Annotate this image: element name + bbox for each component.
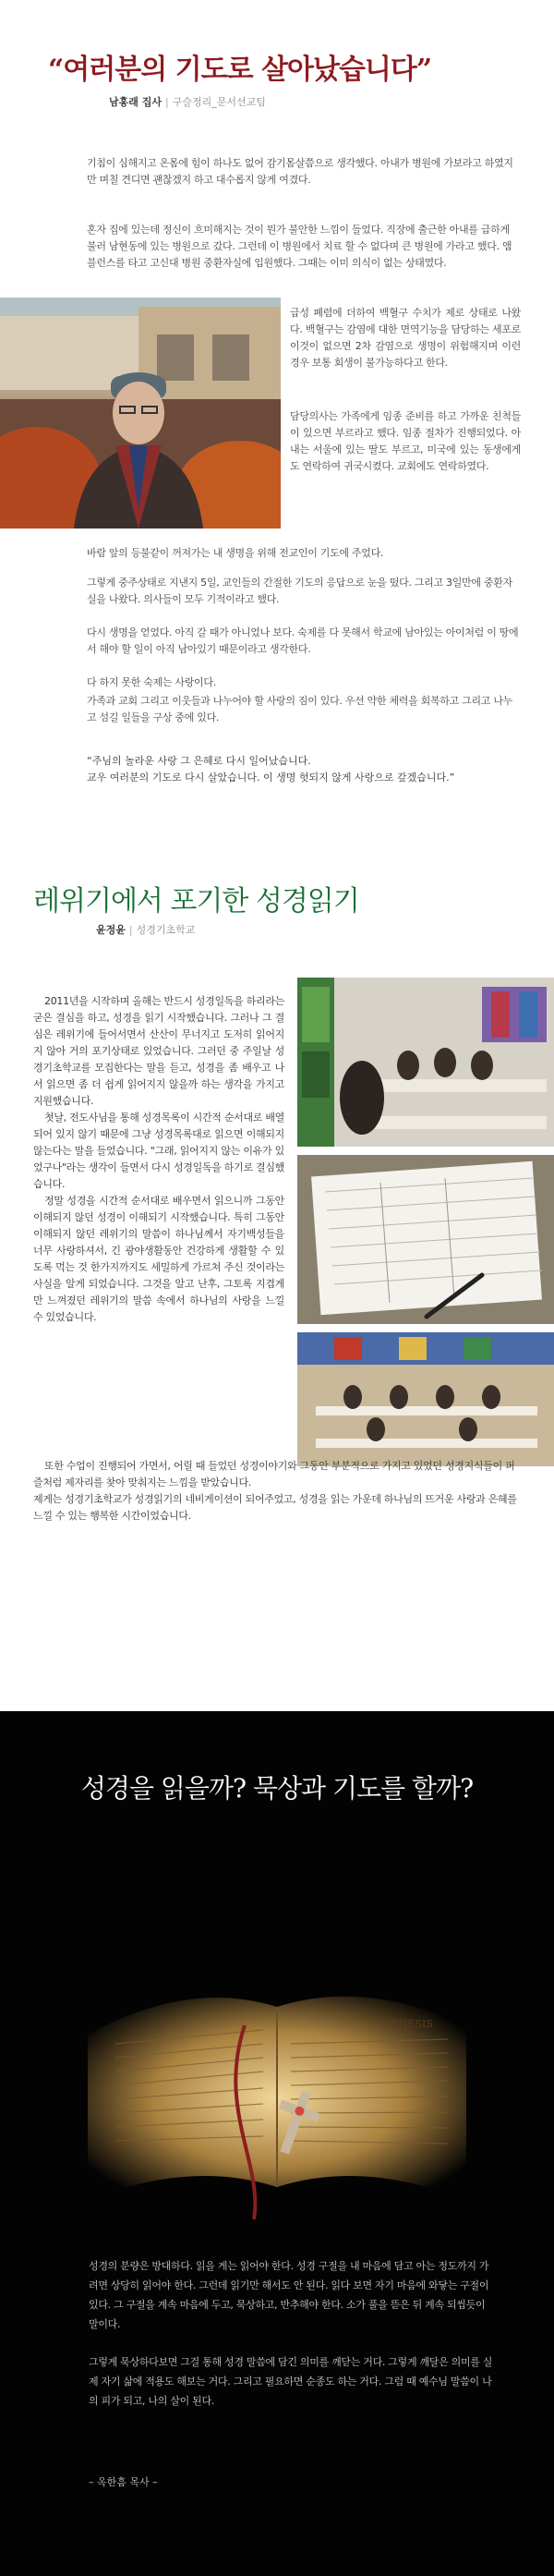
article2-org: 성경기초학교 — [136, 924, 196, 936]
article1-paragraph: 혼자 집에 있는데 정신이 흐미해지는 것이 뭔가 불안한 느낌이 들었다. 직장에 출근한 아내를 급하게 불러 남현동에 있는 병원으로 갔다. 그런데 이 병원에서 치료 할 수 없다며 큰 병원에 가라고 했다. 앰블런스를 타고 고신대 병원 중환자실에 입원했다. 그때는 이미 의식이 없는 상태였다. — [87, 224, 512, 269]
article1-paragraph: 그렇게 중주상태로 지낸지 5일, 교인들의 간절한 기도의 응답으로 눈을 떴다. 그리고 3일만에 중환자실을 나왔다. 의사들이 모두 기적이라고 했다. — [87, 577, 512, 605]
lecture-photo — [297, 1332, 554, 1466]
article2-paragraph: 2011년을 시작하며 올해는 반드시 성경일독을 하리라는 굳은 결심을 하고, 성경을 읽기 시작했습니다. 그러나 그 결심은 레위기에 들어서면서 산산이 무너지고 도저히 읽어지지 않아 거의 포기상태로 있었습니다. 그러던 중 주일날 성경기초학교를 모집한다는 말을 듣고, 성경을 좀 배우고 나서 읽으면 좀 더 쉽게 읽어지지 않을까 하는 생각을 가지고 지원했습니다. — [33, 995, 284, 1107]
notebook-photo — [297, 1155, 554, 1324]
article1-paragraph: 담당의사는 가족에게 임종 준비를 하고 가까운 친척들이 있으면 부르라고 했다. 임종 절차가 진행되었다. 아내는 서울에 있는 딸도 부르고, 미국에 있는 동생에게도 연락하여 귀국시켰다. 교회에도 연락하였다. — [290, 410, 521, 472]
article1-quote — [87, 753, 521, 786]
classroom-photo — [297, 978, 554, 1147]
open-bible-illustration — [78, 1924, 476, 2229]
elderly-man-photo — [0, 298, 281, 529]
quote-line: 교우 여러분의 기도로 다시 살았습니다. 이 생명 헛되지 않게 사랑으로 갚겠습니다.” — [87, 772, 455, 784]
quote-line: “주님의 놀라운 사랑 그 은혜로 다시 일어났습니다. — [87, 755, 311, 767]
notebook-illustration — [297, 1155, 554, 1324]
article2-paragraph: 첫날, 전도사님을 통해 성경목록이 시간적 순서대로 배열되어 있지 않기 때문에 그냥 성경목록대로 읽으면 이해되지 않는다는 말을 들었습니다. "그래, 읽어지지 않는 이유가 있었구나"라는 생각이 들면서 다시 성경일독을 하기로 결심했습니다. — [33, 1112, 284, 1190]
article2-column — [33, 993, 284, 1326]
meditation-body — [89, 2256, 495, 2429]
article2-paragraph: 제게는 성경기초학교가 성경읽기의 네비게이션이 되어주었고, 성경을 읽는 가운데 하나님의 뜨거운 사랑과 은혜를 느낄 수 있는 행복한 시간이었습니다. — [33, 1493, 517, 1522]
article1-paragraph: 급성 폐렴에 더하여 백혈구 수치가 제로 상태로 나왔다. 백혈구는 감염에 대한 면역기능을 담당하는 세포로 이것이 없으면 2차 감염으로 생명이 위험해지며 이런 경우 보통 회생이 불가능하다고 한다. — [290, 307, 521, 369]
open-bible-image — [78, 1924, 476, 2229]
meditation-paragraph: 성경의 분량은 방대하다. 읽을 게는 읽어야 한다. 성경 구절을 내 마음에 담고 아는 정도까지 가려면 상당히 읽어야 한다. 그런데 읽기만 해서도 안 된다. 읽다 보면 자기 마음에 와닿는 구절이 있다. 그 구절을 계속 마음에 두고, 묵상하고, 반추해야 한다. 소가 풀을 뜯은 뒤 계속 되씹듯이 말이다. — [89, 2260, 489, 2330]
meditation-title: 성경을 읽을까? 묵상과 기도를 할까? — [80, 1773, 474, 1804]
meditation-signature: – 옥한흠 목사 – — [89, 2476, 158, 2488]
lecture-illustration — [297, 1332, 554, 1466]
elderly-man-illustration — [0, 298, 281, 529]
article2-author: 윤정윤 — [96, 924, 126, 936]
article1-byline — [109, 94, 266, 109]
classroom-illustration — [297, 978, 554, 1147]
article1-paragraph: 다시 생명을 얻었다. 아직 갈 때가 아니었나 보다. 숙제를 다 못해서 학교에 남아있는 아이처럼 이 땅에서 해야 할 일이 아직 남아있기 때문이라고 생각한다. — [87, 626, 519, 655]
article2-byline — [96, 922, 195, 937]
article1-title: “여러분의 기도로 살아났습니다” — [48, 54, 432, 86]
article1-paragraph: 바람 앞의 등불같이 꺼져가는 내 생명을 위해 전교인이 기도에 주었다. — [87, 547, 384, 559]
article2-closing — [33, 1458, 523, 1525]
article1-org: 구슬정리_문서선교팀 — [172, 96, 266, 108]
article1-paragraph: 기침이 심해지고 온몸에 힘이 하나도 없어 감기몸살쯤으로 생각했다. 아내가 병원에 가보라고 하였지만 며칠 견디면 괜찮겠지 하고 대수롭지 않게 여겼다. — [87, 157, 513, 186]
byline-divider: | — [164, 96, 169, 108]
article1-paragraph: 가족과 교회 그리고 이웃들과 나누어야 할 사랑의 짐이 있다. 우선 약한 체력을 회복하고 그리고 나누고 섬길 일들을 구상 중에 있다. — [87, 695, 512, 723]
article1-author: 남홍래 집사 — [109, 96, 162, 108]
article1-paragraph: 다 하지 못한 숙제는 사랑이다. — [87, 676, 216, 688]
meditation-section — [0, 1711, 554, 2576]
article2-paragraph: 정말 성경을 시간적 순서대로 배우면서 읽으니까 그동안 이해되지 않던 성경이 이해되기 시작했습니다. 특히 그동안 이해되지 않던 레위기의 말씀이 하나님께서 자기백성들을 너무 사랑하셔서, 긴 광야생활동안 건강하게 생활할 수 있도록 먹는 것 한가지까지도 세밀하게 가르쳐 주신 것이라는 사실을 알게 되었습니다. 그것을 알고 난후, 그토록 지겹게만 느껴졌던 레위기의 말씀 속에서 하나님의 사랑을 느낄 수 있었습니다. — [33, 1195, 284, 1323]
byline-divider: | — [128, 924, 133, 936]
article2-paragraph: 또한 수업이 진행되어 가면서, 어릴 때 들었던 성경이야기와 그동안 부분적으로 가지고 있었던 성경지식들이 퍼즐처럼 제자리를 찾아 맞춰지는 느낌을 받았습니다. — [33, 1460, 515, 1488]
bible-page-header: GENESIS — [383, 2018, 433, 2030]
meditation-paragraph: 그렇게 묵상하다보면 그걸 통해 성경 말씀에 담긴 의미를 깨닫는 거다. 그렇게 깨달은 의미를 실제 자기 삶에 적용도 해보는 거다. 그리고 필요하면 순종도 하는 거다. 그럼 때 예수님 말씀이 나의 피가 되고, 나의 살이 된다. — [89, 2356, 493, 2407]
article2-title: 레위기에서 포기한 성경읽기 — [33, 885, 359, 917]
